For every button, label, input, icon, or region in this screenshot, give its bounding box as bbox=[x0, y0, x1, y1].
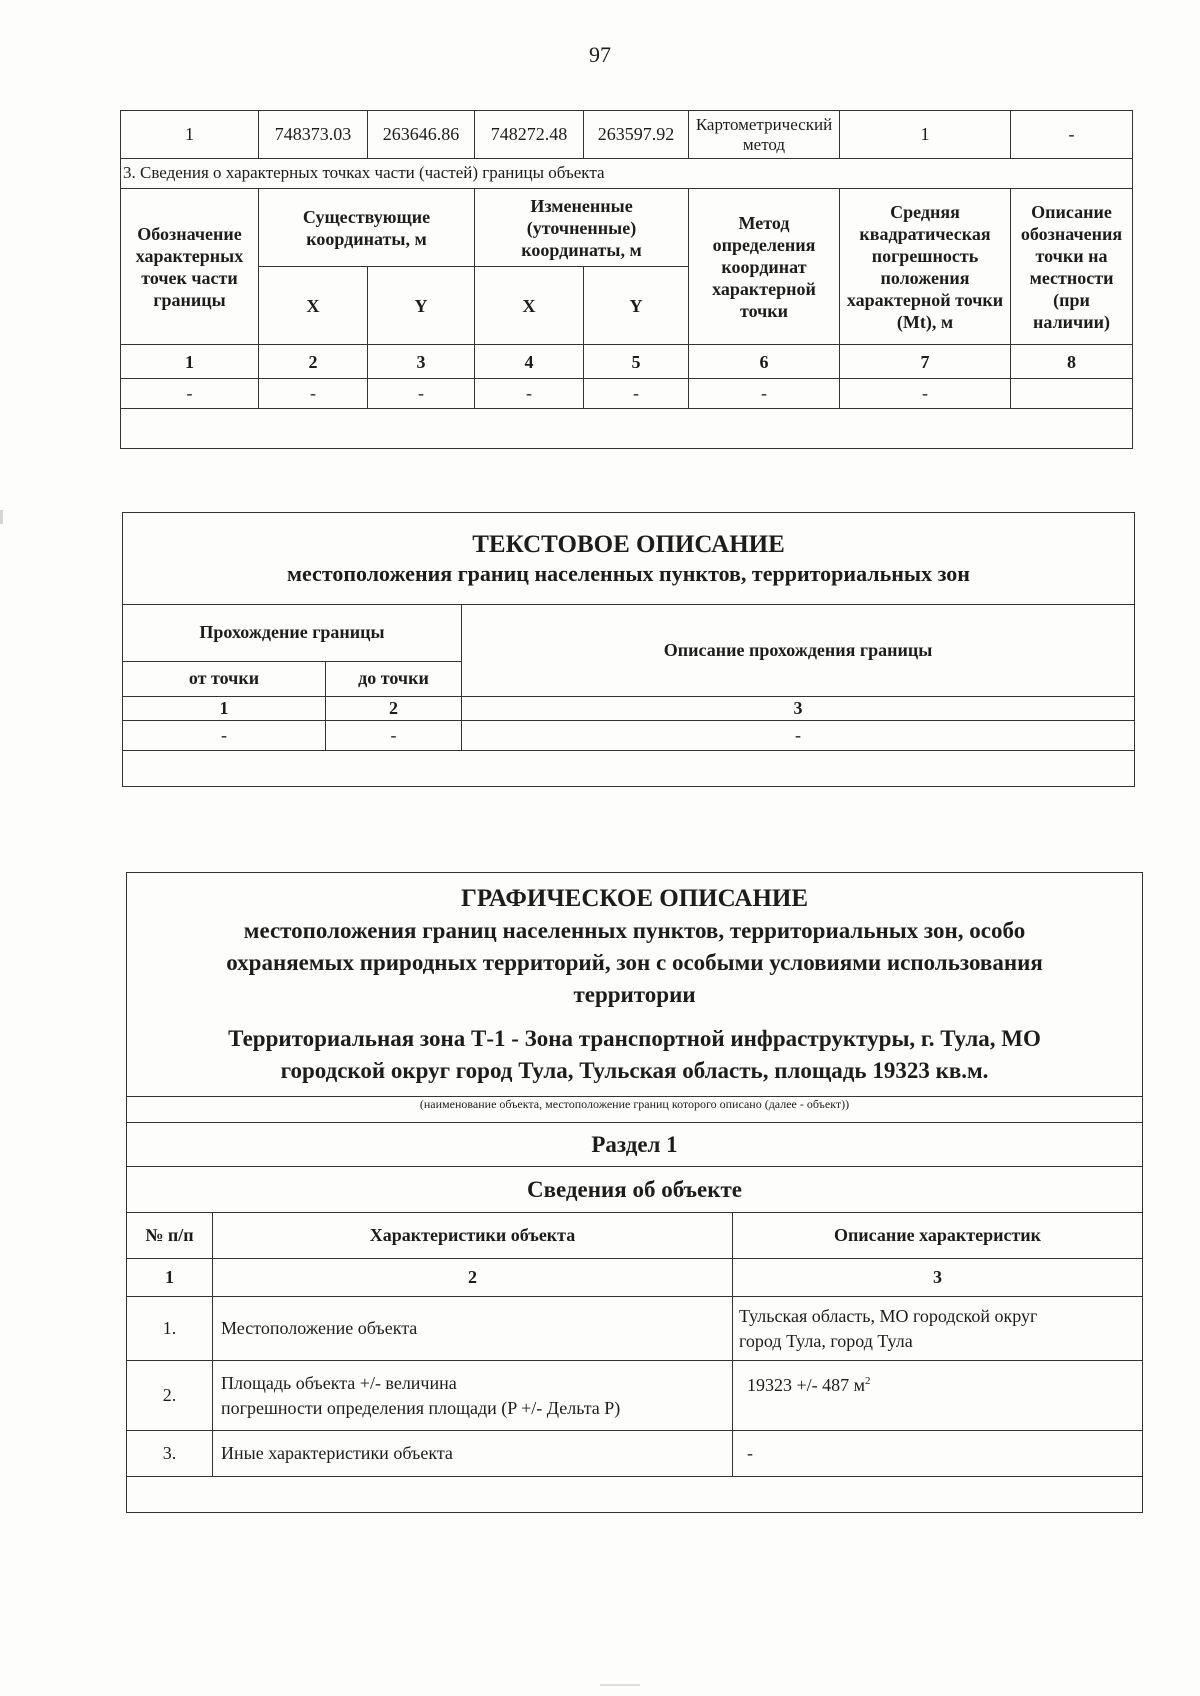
existing-y: 263646.86 bbox=[368, 111, 475, 159]
text-description-table bbox=[122, 512, 1135, 787]
text-description-subtitle: местоположения границ населенных пунктов, территориальных зон bbox=[287, 560, 970, 586]
column-number: 3 bbox=[462, 697, 1135, 721]
characteristic-name: Иные характеристики объекта bbox=[213, 1431, 733, 1477]
column-number: 1 bbox=[123, 697, 326, 721]
header-existing-y: Y bbox=[368, 267, 475, 345]
header-error: Средняя квадратическая погрешность положения характерной точки (Mt), м bbox=[840, 189, 1011, 345]
section-title: Сведения об объекте bbox=[127, 1167, 1143, 1213]
table-row bbox=[127, 1431, 1143, 1477]
points-table bbox=[120, 110, 1133, 449]
error-cell: 1 bbox=[840, 111, 1011, 159]
empty-row bbox=[121, 409, 1133, 449]
zone-name-line: Территориальная зона Т-1 - Зона транспортной инфраструктуры, г. Тула, МО bbox=[228, 1026, 1041, 1051]
column-number: 2 bbox=[326, 697, 462, 721]
value-line: город Тула, город Тула bbox=[739, 1330, 913, 1351]
dash-cell: - bbox=[121, 379, 259, 409]
header-existing-x: X bbox=[259, 267, 368, 345]
section-label: Раздел 1 bbox=[127, 1123, 1143, 1167]
dash-cell: - bbox=[689, 379, 840, 409]
header-passage: Прохождение границы bbox=[123, 605, 462, 662]
scan-artifact bbox=[0, 510, 3, 524]
characteristic-value: - bbox=[733, 1431, 1143, 1477]
point-number: 1 bbox=[121, 111, 259, 159]
empty-row bbox=[127, 1477, 1143, 1513]
column-number: 6 bbox=[689, 345, 840, 379]
header-changed: Измененные (уточненные) координаты, м bbox=[475, 189, 689, 267]
table-row bbox=[121, 111, 1133, 159]
name-line: погрешности определения площади (P +/- Дельта P) bbox=[221, 1397, 621, 1418]
table-row bbox=[123, 697, 1135, 721]
header-item-number: № п/п bbox=[127, 1213, 213, 1259]
dash-cell: - bbox=[259, 379, 368, 409]
row-number: 3. bbox=[127, 1431, 213, 1477]
dash-cell: - bbox=[475, 379, 584, 409]
header-passage-description: Описание прохождения границы bbox=[462, 605, 1135, 697]
column-number: 4 bbox=[475, 345, 584, 379]
graphic-description-table bbox=[126, 872, 1143, 1513]
header-characteristics: Характеристики объекта bbox=[213, 1213, 733, 1259]
header-existing: Существующие координаты, м bbox=[259, 189, 475, 267]
object-name-note: (наименование объекта, местоположение границ которого описано (далее - объект)) bbox=[127, 1097, 1143, 1123]
dash-cell bbox=[1011, 379, 1133, 409]
column-number: 2 bbox=[213, 1259, 733, 1297]
dash-cell: - bbox=[326, 721, 462, 751]
graphic-description-title: ГРАФИЧЕСКОЕ ОПИСАНИЕ bbox=[460, 885, 809, 912]
row-number: 2. bbox=[127, 1361, 213, 1431]
area-unit-superscript: 2 bbox=[865, 1375, 871, 1387]
row-number: 1. bbox=[127, 1297, 213, 1361]
characteristic-value bbox=[733, 1361, 1143, 1431]
header-method: Метод определения координат характерной точки bbox=[689, 189, 840, 345]
header-designation: Обозначение характерных точек части границы bbox=[121, 189, 259, 345]
column-number: 1 bbox=[121, 345, 259, 379]
table-row bbox=[123, 721, 1135, 751]
dash-cell: - bbox=[584, 379, 689, 409]
characteristic-name bbox=[213, 1361, 733, 1431]
changed-x: 748272.48 bbox=[475, 111, 584, 159]
graphic-subtitle-line: территории bbox=[573, 982, 696, 1007]
header-changed-y: Y bbox=[584, 267, 689, 345]
column-number: 3 bbox=[733, 1259, 1143, 1297]
scan-artifact bbox=[600, 1684, 640, 1686]
header-from-point: от точки bbox=[123, 662, 326, 697]
section3-title: 3. Сведения о характерных точках части (частей) границы объекта bbox=[121, 159, 1133, 189]
table-row bbox=[121, 379, 1133, 409]
page-number: 97 bbox=[589, 42, 611, 67]
header-characteristics-description: Описание характеристик bbox=[733, 1213, 1143, 1259]
graphic-subtitle-line: местоположения границ населенных пунктов, территориальных зон, особо bbox=[243, 918, 1026, 943]
name-line: Площадь объекта +/- величина bbox=[221, 1372, 457, 1393]
column-number: 8 bbox=[1011, 345, 1133, 379]
table-row bbox=[121, 345, 1133, 379]
dash-cell: - bbox=[123, 721, 326, 751]
column-number: 5 bbox=[584, 345, 689, 379]
header-to-point: до точки bbox=[326, 662, 462, 697]
value-line: Тульская область, МО городской округ bbox=[739, 1305, 1038, 1326]
area-value: 19323 +/- 487 м bbox=[747, 1375, 866, 1395]
existing-x: 748373.03 bbox=[259, 111, 368, 159]
column-number: 7 bbox=[840, 345, 1011, 379]
table-row bbox=[127, 1361, 1143, 1431]
text-description-heading bbox=[123, 513, 1135, 605]
characteristic-name: Местоположение объекта bbox=[213, 1297, 733, 1361]
header-description: Описание обозначения точки на местности (при наличии) bbox=[1011, 189, 1133, 345]
column-number: 2 bbox=[259, 345, 368, 379]
column-number: 3 bbox=[368, 345, 475, 379]
column-number: 1 bbox=[127, 1259, 213, 1297]
table-row bbox=[127, 1259, 1143, 1297]
changed-y: 263597.92 bbox=[584, 111, 689, 159]
table-row bbox=[127, 1297, 1143, 1361]
text-description-title: ТЕКСТОВОЕ ОПИСАНИЕ bbox=[472, 530, 785, 558]
header-changed-x: X bbox=[475, 267, 584, 345]
graphic-description-heading bbox=[127, 873, 1143, 1097]
description-cell: - bbox=[1011, 111, 1133, 159]
dash-cell: - bbox=[368, 379, 475, 409]
zone-name-line: городской округ город Тула, Тульская область, площадь 19323 кв.м. bbox=[280, 1058, 989, 1083]
empty-row bbox=[123, 751, 1135, 787]
dash-cell: - bbox=[462, 721, 1135, 751]
method-cell: Картометрический метод bbox=[689, 111, 840, 159]
graphic-subtitle-line: охраняемых природных территорий, зон с особыми условиями использования bbox=[226, 950, 1043, 975]
characteristic-value bbox=[733, 1297, 1143, 1361]
dash-cell: - bbox=[840, 379, 1011, 409]
